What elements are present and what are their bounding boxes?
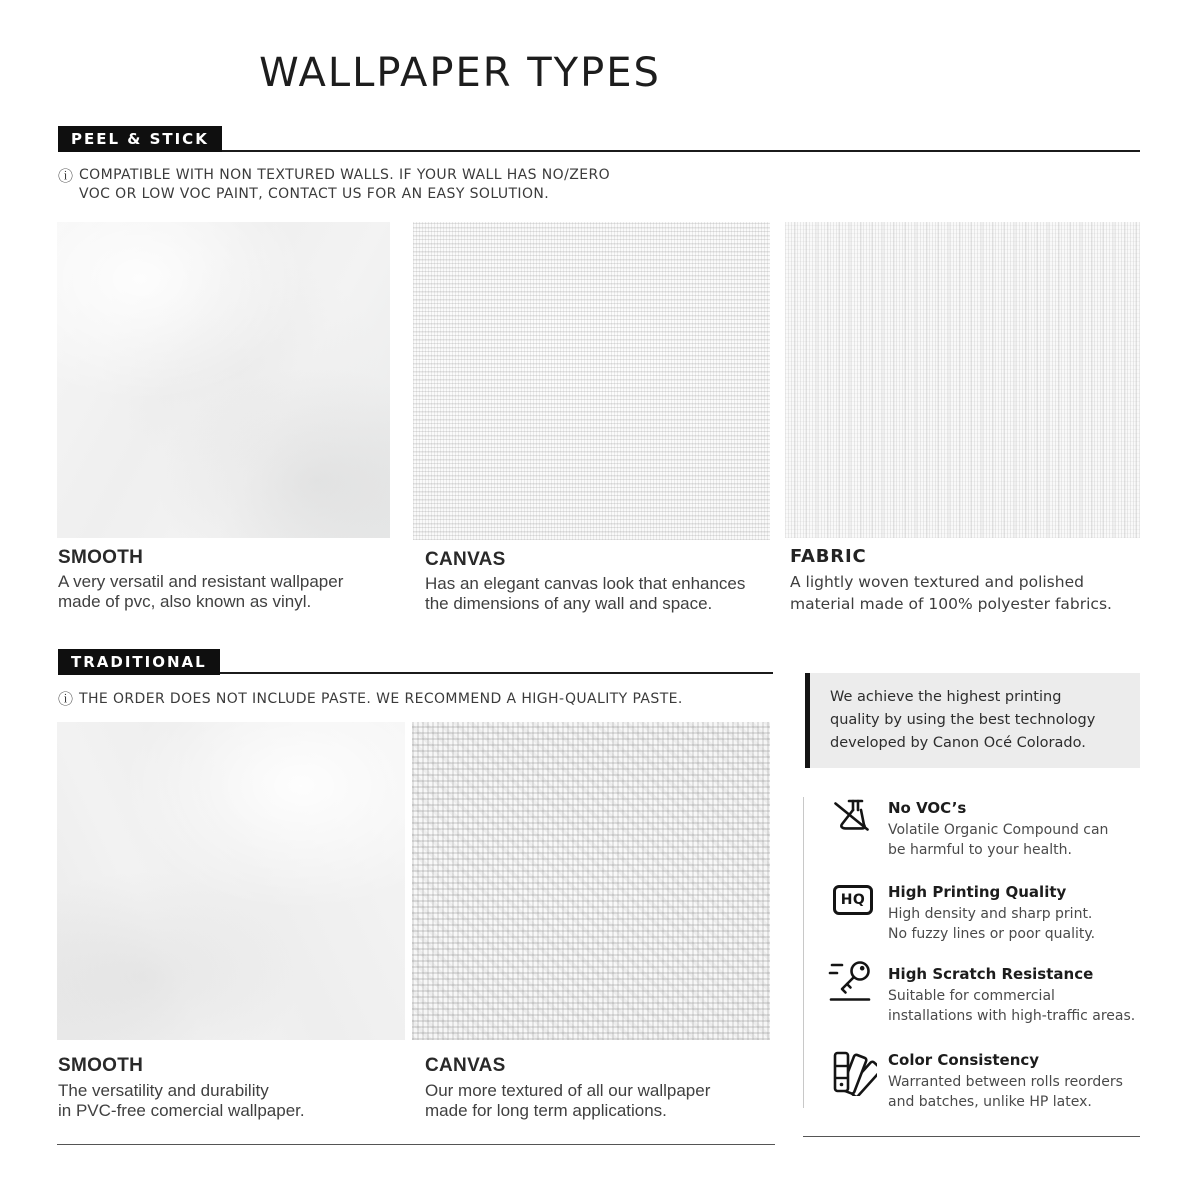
callout-line3: developed by Canon Océ Colorado.	[830, 735, 1086, 752]
peel-stick-note	[79, 166, 610, 203]
info-icon: ⓘ	[58, 167, 74, 185]
peel-fabric-label: FABRIC	[790, 546, 867, 567]
peel-smooth-desc-line1: A very versatil and resistant wallpaper	[58, 572, 344, 591]
swatch-traditional-canvas	[412, 722, 770, 1040]
feature-scratch-resistance-desc-line1: Suitable for commercial	[888, 988, 1055, 1004]
callout-line2: quality by using the best technology	[830, 712, 1096, 729]
color-swatch-icon	[831, 1050, 877, 1096]
peel-canvas-desc-line2: the dimensions of any wall and space.	[425, 593, 713, 613]
traditional-smooth-desc-line1: The versatility and durability	[58, 1081, 269, 1100]
features-left-rule	[803, 797, 804, 1108]
info-icon: ⓘ	[58, 690, 74, 708]
peel-canvas-desc	[425, 574, 745, 613]
bottom-left-divider	[57, 1144, 775, 1145]
peel-canvas-desc-line1: Has an elegant canvas look that enhances	[425, 574, 746, 593]
feature-no-voc	[888, 799, 1108, 860]
feature-no-voc-desc-line2: be harmful to your health.	[888, 841, 1072, 858]
feature-scratch-resistance	[888, 965, 1135, 1026]
feature-print-quality	[888, 883, 1095, 944]
swatch-peel-canvas	[413, 222, 770, 540]
feature-color-consistency-desc-line1: Warranted between rolls reorders	[888, 1074, 1123, 1090]
peel-smooth-desc-line2: made of pvc, also known as vinyl.	[58, 591, 312, 611]
traditional-smooth-desc	[58, 1081, 305, 1120]
feature-no-voc-title: No VOC’s	[888, 799, 967, 817]
peel-fabric-desc-line2: material made of 100% polyester fabrics.	[790, 594, 1112, 613]
peel-smooth-desc	[58, 572, 343, 611]
feature-color-consistency	[888, 1051, 1123, 1112]
traditional-label-text: TRADITIONAL	[71, 653, 207, 671]
traditional-canvas-label: CANVAS	[425, 1055, 506, 1076]
page-title: WALLPAPER TYPES	[259, 50, 661, 96]
peel-fabric-desc-line1: A lightly woven textured and polished	[790, 573, 1084, 591]
feature-print-quality-title: High Printing Quality	[888, 883, 1067, 901]
traditional-note-line1: THE ORDER DOES NOT INCLUDE PASTE. WE RECOMMEND A HIGH-QUALITY PASTE.	[79, 691, 683, 707]
feature-color-consistency-title: Color Consistency	[888, 1051, 1040, 1069]
peel-fabric-desc	[790, 572, 1112, 615]
traditional-canvas-desc-line1: Our more textured of all our wallpaper	[425, 1081, 711, 1100]
scratch-icon	[827, 958, 873, 1004]
hq-icon	[833, 885, 873, 915]
peel-smooth-label: SMOOTH	[58, 547, 144, 568]
swatch-traditional-smooth	[57, 722, 405, 1040]
feature-print-quality-desc-line1: High density and sharp print.	[888, 906, 1093, 922]
callout-text	[830, 686, 1095, 756]
feature-scratch-resistance-desc-line2: installations with high-traffic areas.	[888, 1007, 1136, 1024]
feature-print-quality-desc-line2: No fuzzy lines or poor quality.	[888, 925, 1096, 942]
traditional-canvas-desc	[425, 1081, 710, 1120]
peel-stick-section-label	[58, 126, 222, 152]
no-voc-icon	[829, 796, 873, 836]
traditional-canvas-desc-line2: made for long term applications.	[425, 1100, 667, 1120]
swatch-peel-smooth	[57, 222, 390, 538]
feature-color-consistency-desc-line2: and batches, unlike HP latex.	[888, 1093, 1092, 1110]
swatch-peel-fabric	[785, 222, 1140, 538]
traditional-smooth-desc-line2: in PVC-free comercial wallpaper.	[58, 1100, 305, 1120]
bottom-right-divider	[803, 1136, 1140, 1137]
hq-icon-label: HQ	[840, 892, 866, 908]
peel-stick-note-line1: COMPATIBLE WITH NON TEXTURED WALLS. IF YOUR WALL HAS NO/ZERO	[79, 167, 610, 183]
feature-no-voc-desc-line1: Volatile Organic Compound can	[888, 822, 1109, 838]
peel-canvas-label: CANVAS	[425, 549, 506, 570]
traditional-note	[79, 690, 683, 709]
callout-line1: We achieve the highest printing	[830, 689, 1062, 705]
peel-stick-label-text: PEEL & STICK	[71, 130, 209, 148]
peel-stick-note-line2: VOC OR LOW VOC PAINT, CONTACT US FOR AN EASY SOLUTION.	[79, 185, 550, 202]
traditional-smooth-label: SMOOTH	[58, 1055, 144, 1076]
traditional-section-label	[58, 649, 220, 675]
feature-scratch-resistance-title: High Scratch Resistance	[888, 965, 1094, 983]
